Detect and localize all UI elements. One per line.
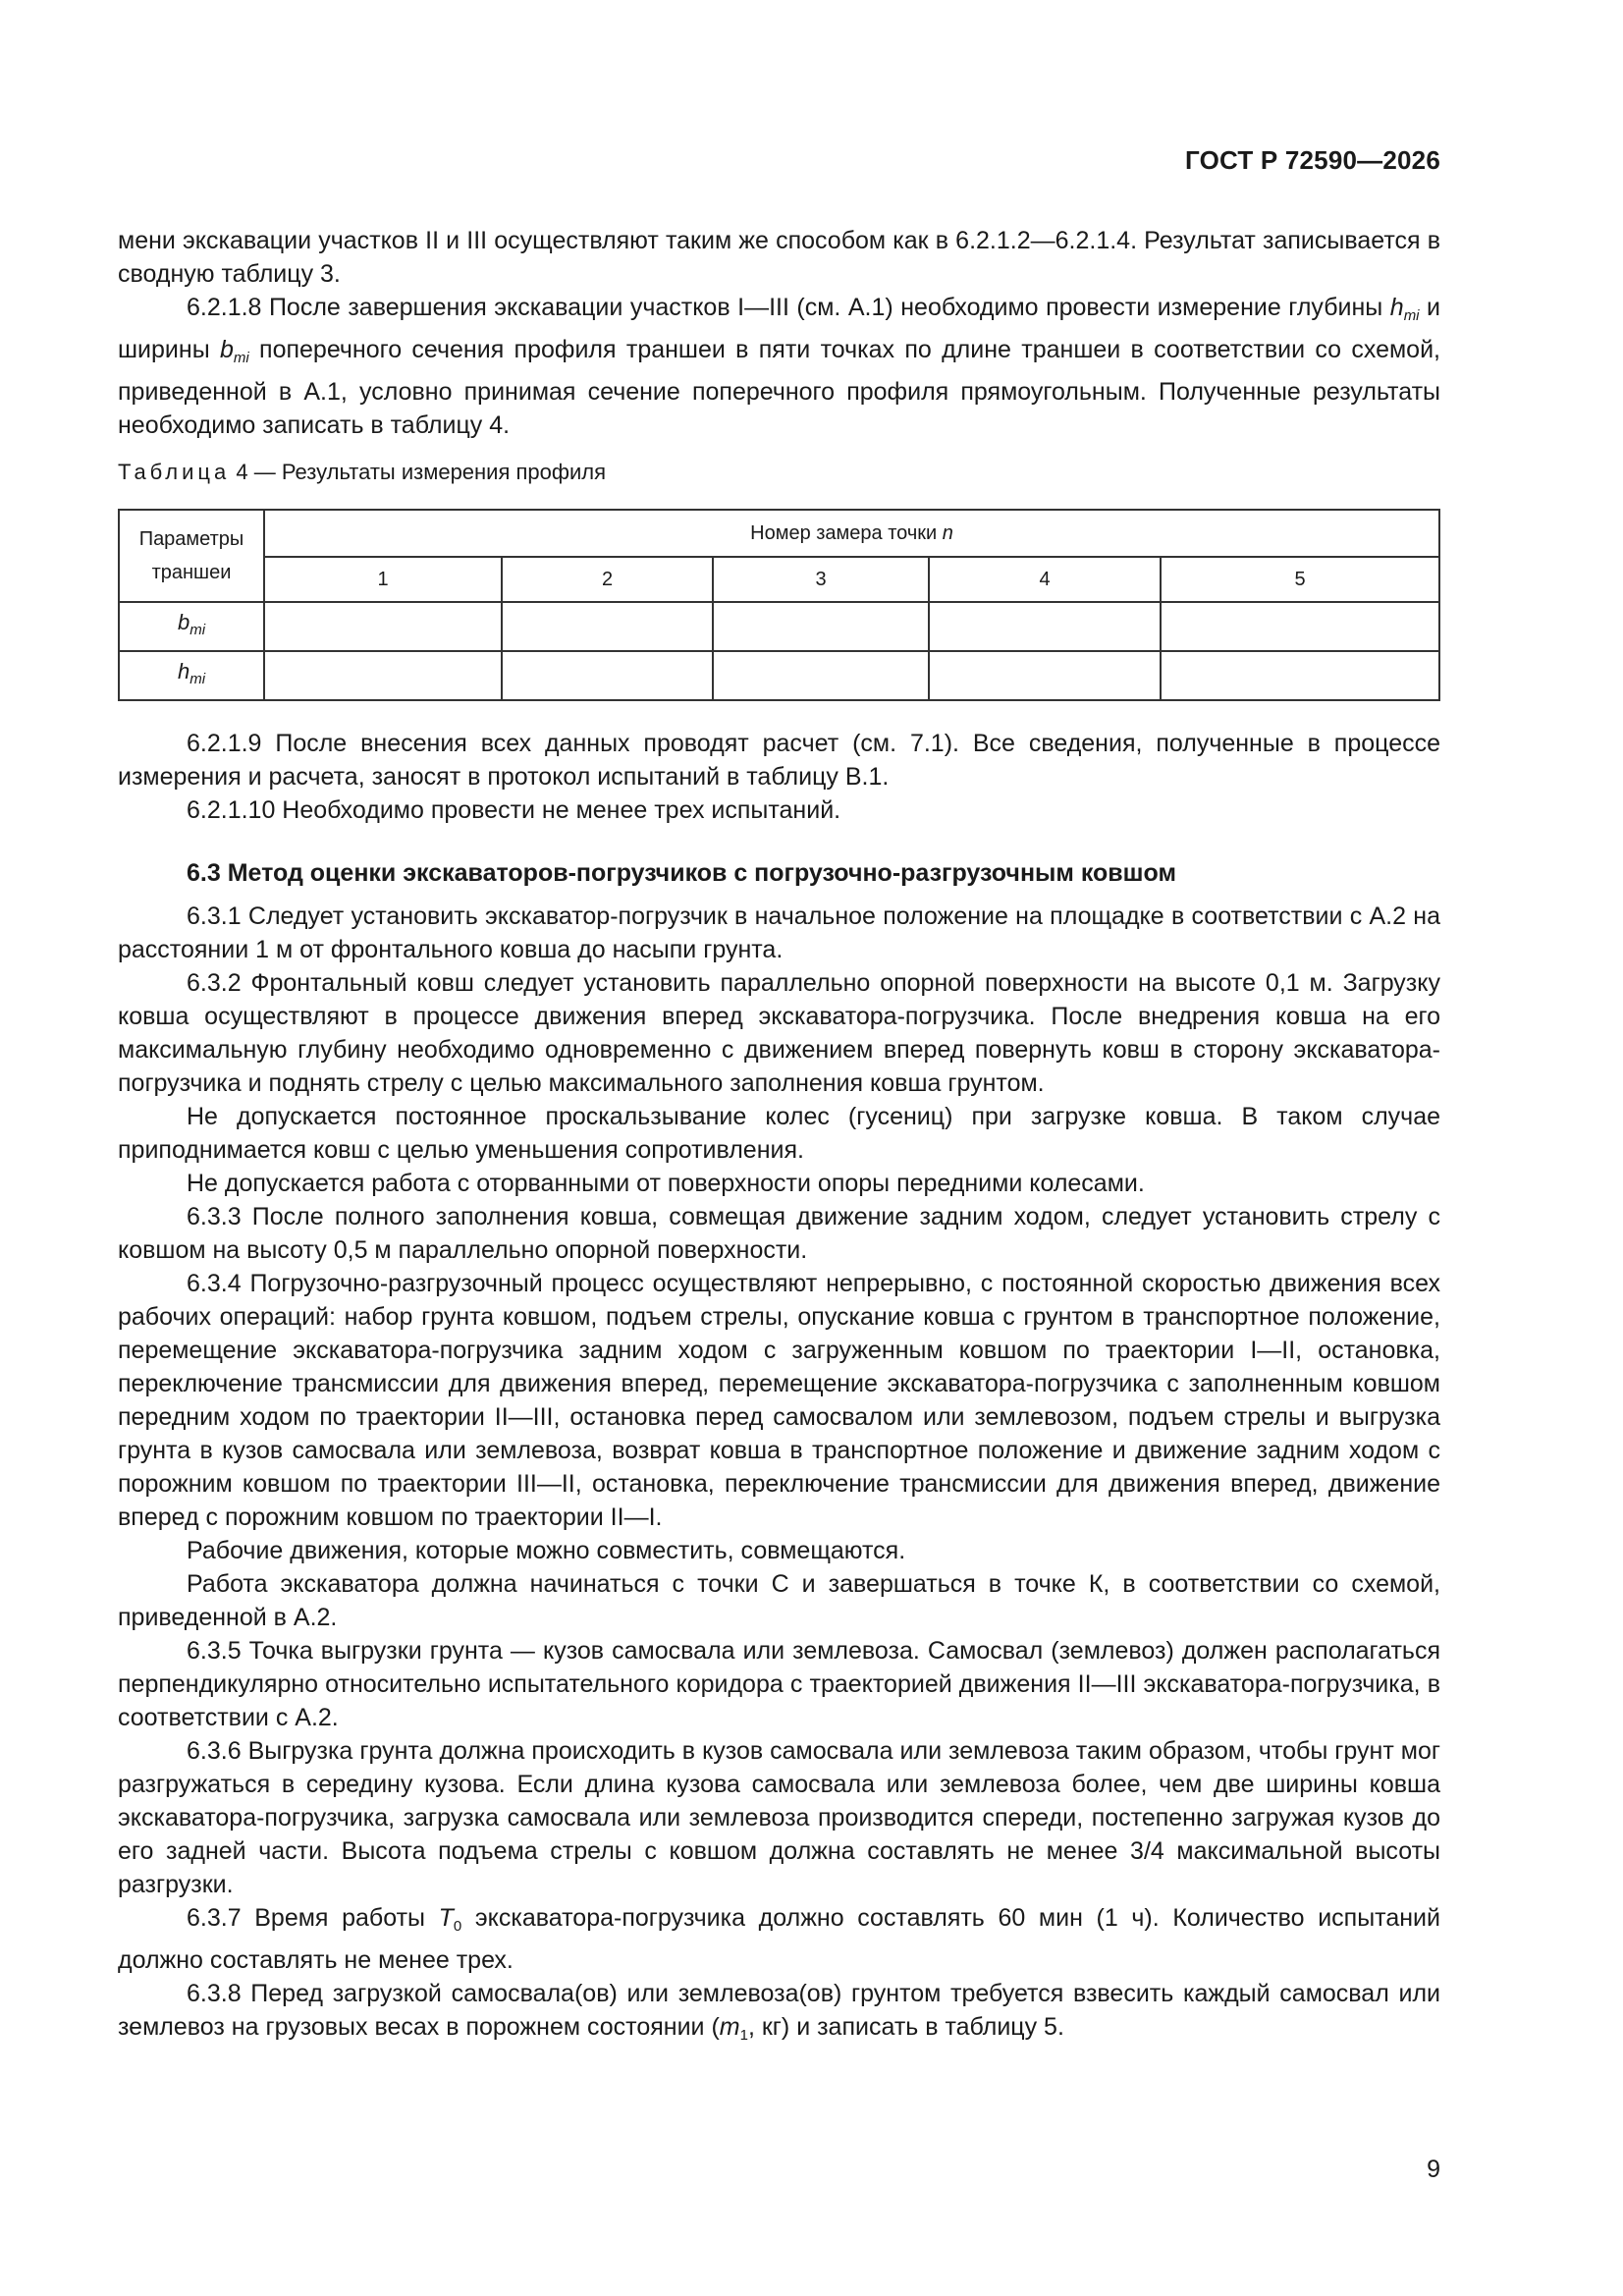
table-cell <box>713 651 929 700</box>
paragraph-6-2-1-10: 6.2.1.10 Необходимо провести не менее трех испытаний. <box>187 796 841 824</box>
param-header-cell: Параметры траншеи <box>119 510 264 602</box>
paragraph-6-3-2: 6.3.2 Фронтальный ковш следует установить параллельно опорной поверхности на высоте 0,1 м. Загрузку ковша осуществляют в процессе движения вперед экскаватора-погрузчика. После внедрения ковша на его максимальную глубину необходимо одновременно с движением вперед повернуть ковш в сторону экскаватора-погрузчика и поднять стрелу с целью максимального заполнения ковша грунтом. <box>118 969 1440 1097</box>
paragraph-6-3-3: 6.3.3 После полного заполнения ковша, совмещая движение задним ходом, следует установить стрелу с ковшом на высоту 0,5 м параллельно опорной поверхности. <box>118 1203 1440 1264</box>
table-cell <box>264 602 502 651</box>
page-body <box>118 224 1440 2052</box>
page-number: 9 <box>1427 2156 1440 2183</box>
group-header-cell: Номер замера точки n <box>264 510 1439 557</box>
paragraph-6-3-6: 6.3.6 Выгрузка грунта должна происходить в кузов самосвала или землевоза таким образом, чтобы грунт мог разгружаться в середину кузова. Если длина кузова самосвала или землевоза более, чем две ширины ковша экскаватора-погрузчика, загрузка самосвала или землевоза производится спереди, постепенно загружая кузов до его задней части. Высота подъема стрелы с ковшом должна составлять не менее 3/4 максимальной высоты разгрузки. <box>118 1737 1440 1898</box>
table-cell <box>929 602 1161 651</box>
paragraph-6-3-8: 6.3.8 Перед загрузкой самосвала(ов) или землевоза(ов) грунтом требуется взвесить каждый самосвал или землевоз на грузовых весах в порожнем состоянии ($m_1$, кг) и записать в таблицу 5. <box>118 1980 1440 2044</box>
paragraph-slip-note: Не допускается постоянное проскальзывание колес (гусениц) при загрузке ковша. В таком случае приподнимается ковш с целью уменьшения сопротивления. <box>118 1103 1440 1164</box>
column-header-3: 3 <box>713 557 929 602</box>
column-header-5: 5 <box>1161 557 1439 602</box>
paragraph-6-3-5: 6.3.5 Точка выгрузки грунта — кузов самосвала или землевоза. Самосвал (землевоз) должен располагаться перпендикулярно относительно испытательного коридора с траекторией движения II—III экскаватора-погрузчика, в соответствии с А.2. <box>118 1637 1440 1731</box>
table-cell <box>929 651 1161 700</box>
row-label-width: $b_{тi}$ <box>119 602 264 651</box>
table-row <box>119 651 1439 700</box>
standard-header: ГОСТ Р 72590—2026 <box>1185 145 1440 175</box>
paragraph-6-3-7: 6.3.7 Время работы $T_0$ экскаватора-погрузчика должно составлять 60 мин (1 ч). Количество испытаний должно составлять не менее трех. <box>118 1904 1440 1974</box>
row-label-depth: $h_{тi}$ <box>119 651 264 700</box>
profile-measurements-table <box>118 509 1440 701</box>
paragraph-6-2-1-8: 6.2.1.8 После завершения экскавации участков I—III (см. А.1) необходимо провести измерение глубины $h_{тi}$ и ширины $b_{тi}$ поперечного сечения профиля траншеи в пяти точках по длине траншеи в соответствии со схемой, приведенной в А.1, условно принимая сечение поперечного профиля прямоугольным. Полученные результаты необходимо записать в таблицу 4. <box>118 294 1440 439</box>
paragraph-combine-note: Рабочие движения, которые можно совместить, совмещаются. <box>187 1537 906 1564</box>
table-cell <box>502 651 713 700</box>
table-cell <box>1161 602 1439 651</box>
paragraph-6-3-1: 6.3.1 Следует установить экскаватор-погрузчик в начальное положение на площадке в соответствии с А.2 на расстоянии 1 м от фронтального ковша до насыпи грунта. <box>118 902 1440 963</box>
column-header-4: 4 <box>929 557 1161 602</box>
section-title-6-3: 6.3 Метод оценки экскаваторов-погрузчиков с погрузочно-разгрузочным ковшом <box>187 859 1176 887</box>
paragraph-wheels-note: Не допускается работа с оторванными от поверхности опоры передними колесами. <box>187 1170 1145 1197</box>
paragraph-6-2-1-9: 6.2.1.9 После внесения всех данных проводят расчет (см. 7.1). Все сведения, полученные в процессе измерения и расчета, заносят в протокол испытаний в таблицу В.1. <box>118 730 1440 791</box>
table-row <box>119 602 1439 651</box>
paragraph-start-end-note: Работа экскаватора должна начинаться с точки С и завершаться в точке К, в соответствии со схемой, приведенной в А.2. <box>118 1570 1440 1631</box>
table-caption: Таблица 4 — Результаты измерения профиля <box>118 460 607 484</box>
table-cell <box>264 651 502 700</box>
column-header-2: 2 <box>502 557 713 602</box>
table-cell <box>1161 651 1439 700</box>
column-header-1: 1 <box>264 557 502 602</box>
table-cell <box>713 602 929 651</box>
table-cell <box>502 602 713 651</box>
paragraph-continuation: мени экскавации участков II и III осуществляют таким же способом как в 6.2.1.2—6.2.1.4. Результат записывается в сводную таблицу 3. <box>118 227 1440 288</box>
paragraph-6-3-4: 6.3.4 Погрузочно-разгрузочный процесс осуществляют непрерывно, с постоянной скоростью движения всех рабочих операций: набор грунта ковшом, подъем стрелы, опускание ковша с грунтом в транспортное положение, перемещение экскаватора-погрузчика задним ходом с загруженным ковшом по траектории I—II, остановка, переключение трансмиссии для движения вперед, перемещение экскаватора-погрузчика с заполненным ковшом передним ходом по траектории II—III, остановка перед самосвалом или землевозом, подъем стрелы и выгрузка грунта в кузов самосвала или землевоза, возврат ковша в транспортное положение и движение задним ходом с порожним ковшом по траектории III—II, остановка, переключение трансмиссии для движения вперед, движение вперед с порожним ковшом по траектории II—I. <box>118 1270 1440 1531</box>
